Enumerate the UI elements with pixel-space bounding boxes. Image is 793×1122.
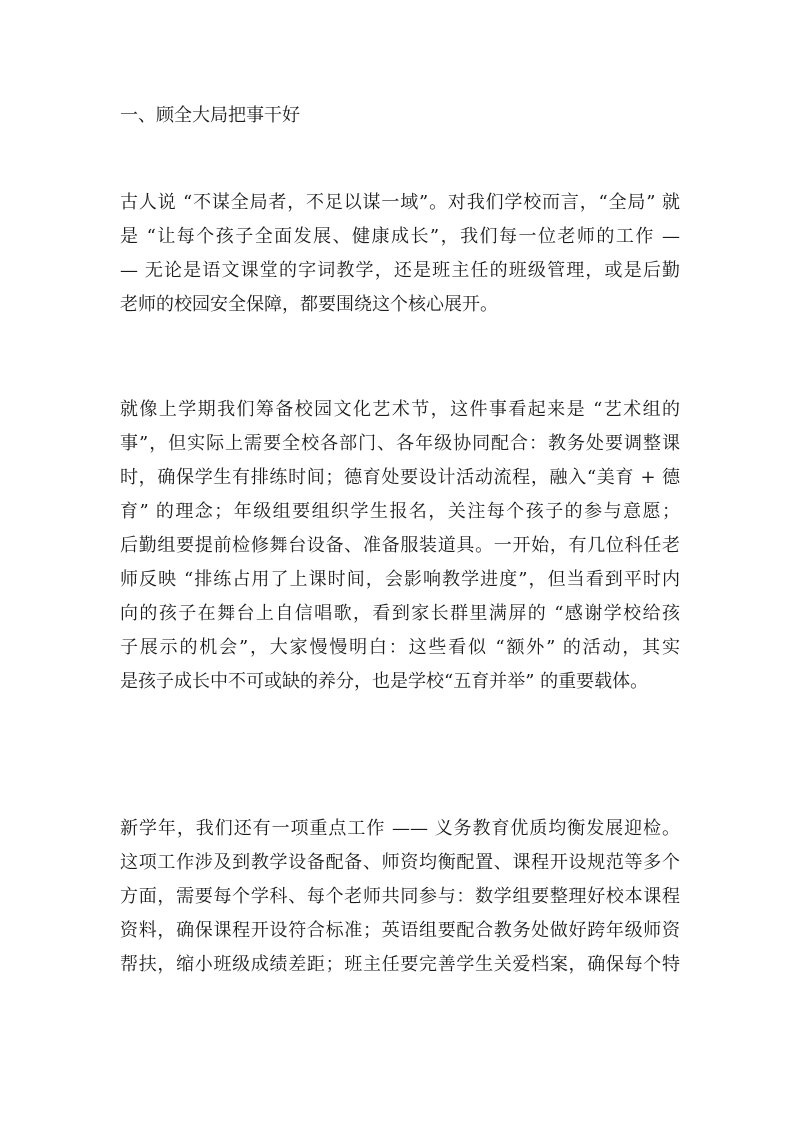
text-line: 新学年，我们还有一项重点工作 —— 义务教育优质均衡发展迎检。	[120, 818, 680, 839]
text-line: 向的孩子在舞台上自信唱歌，看到家长群里满屏的 “感谢学校给孩	[120, 603, 680, 624]
paragraph-1	[120, 186, 680, 322]
text-line: 老师的校园安全保障，都要围绕这个核心展开。	[120, 294, 498, 315]
text-line: 育” 的理念；年级组要组织学生报名，关注每个孩子的参与意愿；	[120, 501, 680, 522]
text-line: 古人说 “不谋全局者，不足以谋一域”。对我们学校而言，“全局” 就	[120, 192, 680, 213]
text-line: 时，确保学生有排练时间；德育处要设计活动流程，融入“美育 + 德	[120, 467, 680, 488]
text-line: — 无论是语文课堂的字词教学，还是班主任的班级管理，或是后勤	[120, 260, 680, 281]
text-line: 子展示的机会”，大家慢慢明白：这些看似 “额外” 的活动，其实	[120, 637, 680, 658]
text-line: 这项工作涉及到教学设备配备、师资均衡配置、课程开设规范等多个	[120, 852, 680, 873]
text-line: 是孩子成长中不可或缺的养分，也是学校“五育并举” 的重要载体。	[120, 671, 649, 692]
text-line: 事”，但实际上需要全校各部门、各年级协同配合：教务处要调整课	[120, 433, 680, 454]
text-line: 资料，确保课程开设符合标准；英语组要配合教务处做好跨年级师资	[120, 920, 680, 941]
text-line: 帮扶，缩小班级成绩差距；班主任要完善学生关爱档案，确保每个特	[120, 954, 680, 975]
paragraph-2	[120, 393, 680, 699]
text-line: 就像上学期我们筹备校园文化艺术节，这件事看起来是 “艺术组的	[120, 399, 680, 420]
text-line: 方面，需要每个学科、每个老师共同参与：数学组要整理好校本课程	[120, 886, 680, 907]
section-heading: 一、顾全大局把事干好	[120, 105, 300, 126]
text-line: 后勤组要提前检修舞台设备、准备服装道具。一开始，有几位科任老	[120, 535, 680, 556]
paragraph-3	[120, 812, 680, 982]
text-line: 是 “让每个孩子全面发展、健康成长”，我们每一位老师的工作 —	[120, 226, 680, 247]
text-line: 师反映 “排练占用了上课时间，会影响教学进度”，但当看到平时内	[120, 569, 680, 590]
